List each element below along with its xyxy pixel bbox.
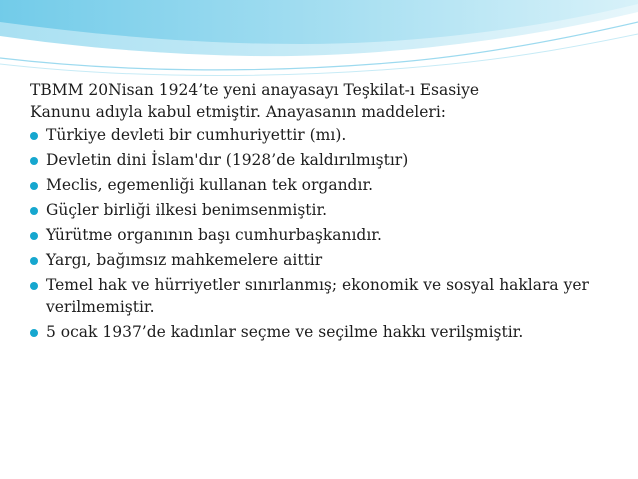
list-item bbox=[30, 275, 610, 318]
list-item-text: Güçler birliği ilkesi benimsenmiştir. bbox=[46, 201, 328, 219]
list-item bbox=[30, 175, 610, 197]
list-item bbox=[30, 125, 610, 147]
intro-line: TBMM 20Nisan 1924’te yeni anayasayı Teşkilat-ı Esasiye bbox=[30, 81, 480, 99]
list-item-text: Temel hak ve hürriyetler sınırlanmış; ekonomik ve sosyal haklara yer verilmemiştir. bbox=[46, 276, 589, 316]
list-item bbox=[30, 200, 610, 222]
slide-content bbox=[30, 80, 610, 347]
bullet-dot-icon bbox=[30, 257, 38, 265]
bullet-dot-icon bbox=[30, 182, 38, 190]
bullet-dot-icon bbox=[30, 232, 38, 240]
header-wave-decoration bbox=[0, 0, 638, 80]
list-item-text: Yargı, bağımsız mahkemelere aittir bbox=[46, 251, 323, 269]
list-item-text: Türkiye devleti bir cumhuriyettir (mı). bbox=[46, 126, 347, 144]
bullet-dot-icon bbox=[30, 132, 38, 140]
list-item bbox=[30, 250, 610, 272]
bullet-dot-icon bbox=[30, 282, 38, 290]
list-item-text: 5 ocak 1937’de kadınlar seçme ve seçilme hakkı verilşmiştir. bbox=[46, 322, 524, 341]
intro-line: Kanunu adıyla kabul etmiştir. Anayasanın maddeleri: bbox=[30, 102, 446, 121]
list-item bbox=[30, 322, 610, 344]
article-list bbox=[30, 125, 610, 343]
list-item bbox=[30, 225, 610, 247]
list-item-text: Yürütme organının başı cumhurbaşkanıdır. bbox=[46, 226, 382, 244]
intro-paragraph bbox=[30, 80, 610, 123]
list-item-text: Devletin dini İslam'dır (1928’de kaldırılmıştır) bbox=[46, 151, 409, 169]
list-item bbox=[30, 150, 610, 172]
bullet-dot-icon bbox=[30, 329, 38, 337]
bullet-dot-icon bbox=[30, 207, 38, 215]
bullet-dot-icon bbox=[30, 157, 38, 165]
list-item-text: Meclis, egemenliği kullanan tek organdır. bbox=[46, 176, 374, 194]
